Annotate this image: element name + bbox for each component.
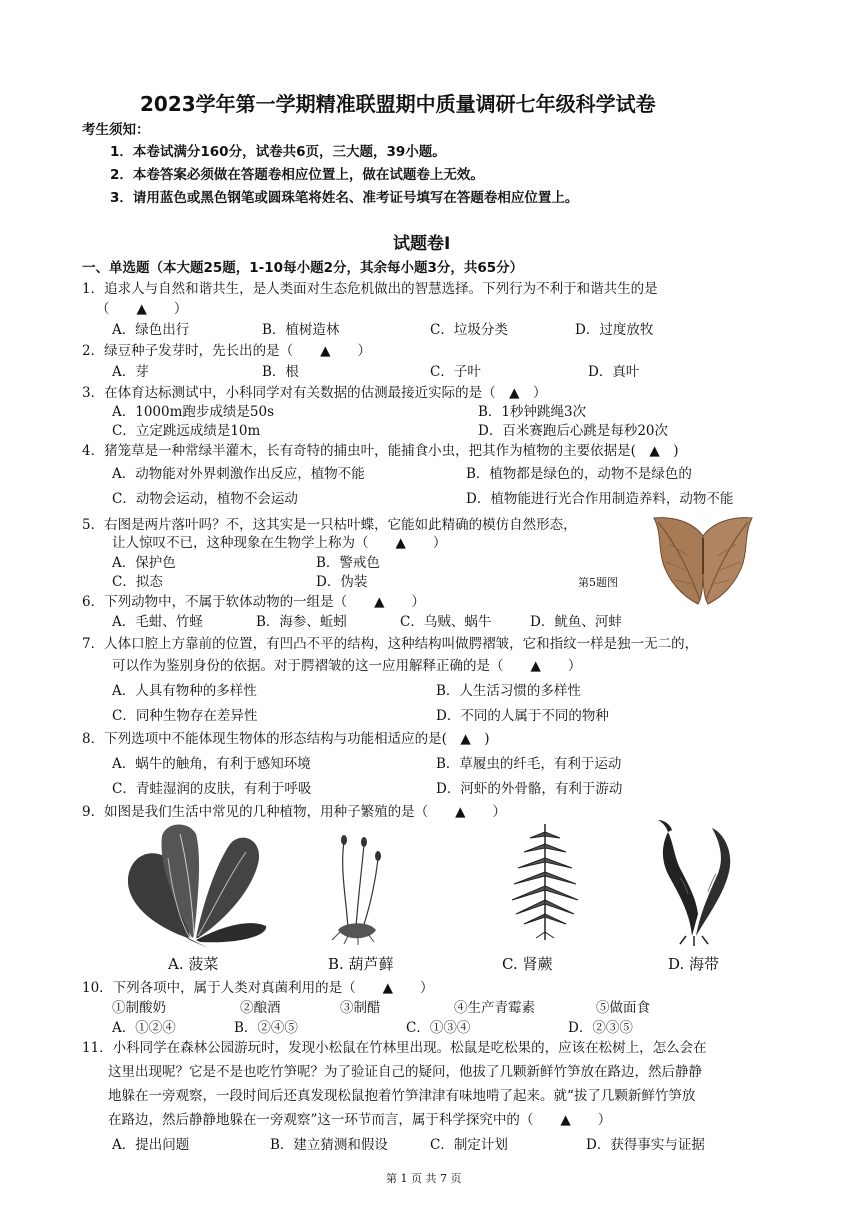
q10-item-5: ⑤做面食: [596, 1000, 650, 1016]
q8-stem: 8．下列选项中不能体现生物体的形态结构与功能相适应的是( ▲ ): [82, 731, 490, 747]
q10-item-2: ②酿酒: [240, 1000, 281, 1016]
q11-option-b: B．建立猜测和假设: [270, 1137, 388, 1153]
q7-option-c: C．同种生物存在差异性: [112, 708, 258, 724]
fern-figure: [500, 818, 590, 943]
q2-option-b: B．根: [262, 364, 299, 380]
q9-label-c: C. 肾蕨: [502, 955, 553, 973]
q5-option-a: A．保护色: [112, 555, 176, 571]
q4-stem: 4．猪笼草是一种常绿半灌木，长有奇特的捕虫叶，能捕食小虫，把其作为植物的主要依据是( ▲ ): [82, 443, 679, 459]
q11-stem-line3: 地躲在一旁观察，一段时间后还真发现松鼠抱着竹笋津津有味地啃了起来。就“拔了几颗新鲜竹笋放: [108, 1088, 696, 1104]
q11-option-d: D．获得事实与证据: [586, 1137, 705, 1153]
q3-option-d: D．百米赛跑后心跳是每秒20次: [478, 423, 669, 439]
q6-option-b: B．海参、蚯蚓: [256, 614, 347, 630]
q11-stem-line2: 这里出现呢？它是不是也吃竹笋呢？为了验证自己的疑问，他拔了几颗新鲜竹笋放在路边，然后静静: [108, 1064, 702, 1080]
q2-stem: 2．绿豆种子发芽时，先长出的是（ ▲ ）: [82, 343, 371, 359]
q2-option-a: A．芽: [112, 364, 149, 380]
q5-stem-line2: 让人惊叹不已，这种现象在生物学上称为（ ▲ ）: [112, 535, 447, 551]
q7-option-d: D．不同的人属于不同的物种: [436, 708, 609, 724]
q1-option-d: D．过度放牧: [575, 322, 654, 338]
q6-option-d: D．鱿鱼、河蚌: [530, 614, 622, 630]
q6-option-a: A．毛蚶、竹蛏: [112, 614, 203, 630]
q11-stem-line4: 在路边，然后静静地躲在一旁观察”这一环节而言，属于科学探究中的（ ▲ ）: [108, 1112, 612, 1128]
q2-option-c: C．子叶: [430, 364, 481, 380]
q5-figure-caption: 第5题图: [578, 576, 618, 589]
q8-option-b: B．草履虫的纤毛，有利于运动: [436, 756, 622, 772]
q8-option-a: A．蜗牛的触角，有利于感知环境: [112, 756, 311, 772]
q10-item-3: ③制醋: [340, 1000, 381, 1016]
q3-option-c: C．立定跳远成绩是10m: [112, 423, 261, 439]
kelp-figure: [650, 818, 740, 948]
page-footer: 第 1 页 共 7 页: [386, 1172, 462, 1185]
q9-label-d: D. 海带: [668, 955, 720, 973]
part1-heading: 一、单选题（本大题25题，1-10每小题2分，其余每小题3分，共65分）: [82, 260, 524, 276]
q6-option-c: C．乌贼、蜗牛: [400, 614, 492, 630]
q4-option-d: D．植物能进行光合作用制造养料，动物不能: [466, 491, 734, 507]
q4-option-a: A．动物能对外界刺激作出反应，植物不能: [112, 466, 365, 482]
q7-option-a: A．人具有物种的多样性: [112, 683, 257, 699]
section-title: 试题卷Ⅰ: [393, 234, 451, 254]
q10-option-a: A．①②④: [112, 1020, 176, 1036]
q9-label-b: B. 葫芦藓: [328, 955, 394, 973]
q4-option-b: B．植物都是绿色的，动物不是绿色的: [466, 466, 692, 482]
page-title: 2023学年第一学期精准联盟期中质量调研七年级科学试卷: [140, 92, 656, 116]
q10-item-4: ④生产青霉素: [454, 1000, 535, 1016]
q5-option-c: C．拟态: [112, 574, 163, 590]
q2-option-d: D．真叶: [588, 364, 640, 380]
q11-option-c: C．制定计划: [430, 1137, 508, 1153]
q1-option-b: B．植树造林: [262, 322, 340, 338]
q6-stem: 6．下列动物中，不属于软体动物的一组是（ ▲ ）: [82, 594, 425, 610]
q1-option-c: C．垃圾分类: [430, 322, 508, 338]
q9-label-a: A. 菠菜: [168, 955, 219, 973]
q5-option-b: B．警戒色: [316, 555, 380, 571]
q10-stem: 10．下列各项中，属于人类对真菌利用的是（ ▲ ）: [82, 980, 434, 996]
spinach-figure: [118, 818, 273, 948]
q7-stem-line2: 可以作为鉴别身份的依据。对于腭褶皱的这一应用解释正确的是（ ▲ ）: [112, 658, 582, 674]
q11-option-a: A．提出问题: [112, 1137, 190, 1153]
notice-heading: 考生须知：: [82, 122, 150, 138]
moss-figure: [318, 818, 398, 948]
notice-item-1: 1．本卷试满分160分，试卷共6页，三大题，39小题。: [110, 144, 446, 160]
q10-option-c: C．①③④: [406, 1020, 471, 1036]
q3-option-b: B．1秒钟跳绳3次: [478, 404, 587, 420]
q5-option-d: D．伪装: [316, 574, 368, 590]
q1-stem-line1: 1．追求人与自然和谐共生，是人类面对生态危机做出的智慧选择。下列行为不利于和谐共生的是: [82, 281, 658, 297]
q4-option-c: C．动物会运动，植物不会运动: [112, 491, 298, 507]
notice-item-2: 2．本卷答案必须做在答题卷相应位置上，做在试题卷上无效。: [110, 167, 484, 183]
q10-item-1: ①制酸奶: [112, 1000, 166, 1016]
q5-stem-line1: 5．右图是两片落叶吗？不，这其实是一只枯叶蝶，它能如此精确的模仿自然形态，: [82, 517, 577, 533]
q7-option-b: B．人生活习惯的多样性: [436, 683, 581, 699]
q10-option-b: B．②④⑤: [234, 1020, 298, 1036]
q7-stem-line1: 7．人体口腔上方靠前的位置，有凹凸不平的结构，这种结构叫做腭褶皱，它和指纹一样是独一无二的，: [82, 636, 699, 652]
q1-stem-line2: （ ▲ ）: [96, 301, 188, 317]
q11-stem-line1: 11．小科同学在森林公园游玩时，发现小松鼠在竹林里出现。松鼠是吃松果的，应该在松树上，怎么会在: [82, 1040, 707, 1056]
notice-item-3: 3．请用蓝色或黑色钢笔或圆珠笔将姓名、准考证号填写在答题卷相应位置上。: [110, 190, 579, 206]
q8-option-d: D．河虾的外骨骼，有利于游动: [436, 781, 623, 797]
q8-option-c: C．青蛙湿润的皮肤，有利于呼吸: [112, 781, 312, 797]
q3-stem: 3．在体育达标测试中，小科同学对有关数据的估测最接近实际的是（ ▲ ）: [82, 385, 547, 401]
q3-option-a: A．1000m跑步成绩是50s: [112, 404, 275, 420]
q10-option-d: D．②③⑤: [568, 1020, 633, 1036]
q1-option-a: A．绿色出行: [112, 322, 190, 338]
q9-stem: 9．如图是我们生活中常见的几种植物，用种子繁殖的是（ ▲ ）: [82, 804, 506, 820]
dead-leaf-butterfly-figure: [648, 514, 758, 614]
